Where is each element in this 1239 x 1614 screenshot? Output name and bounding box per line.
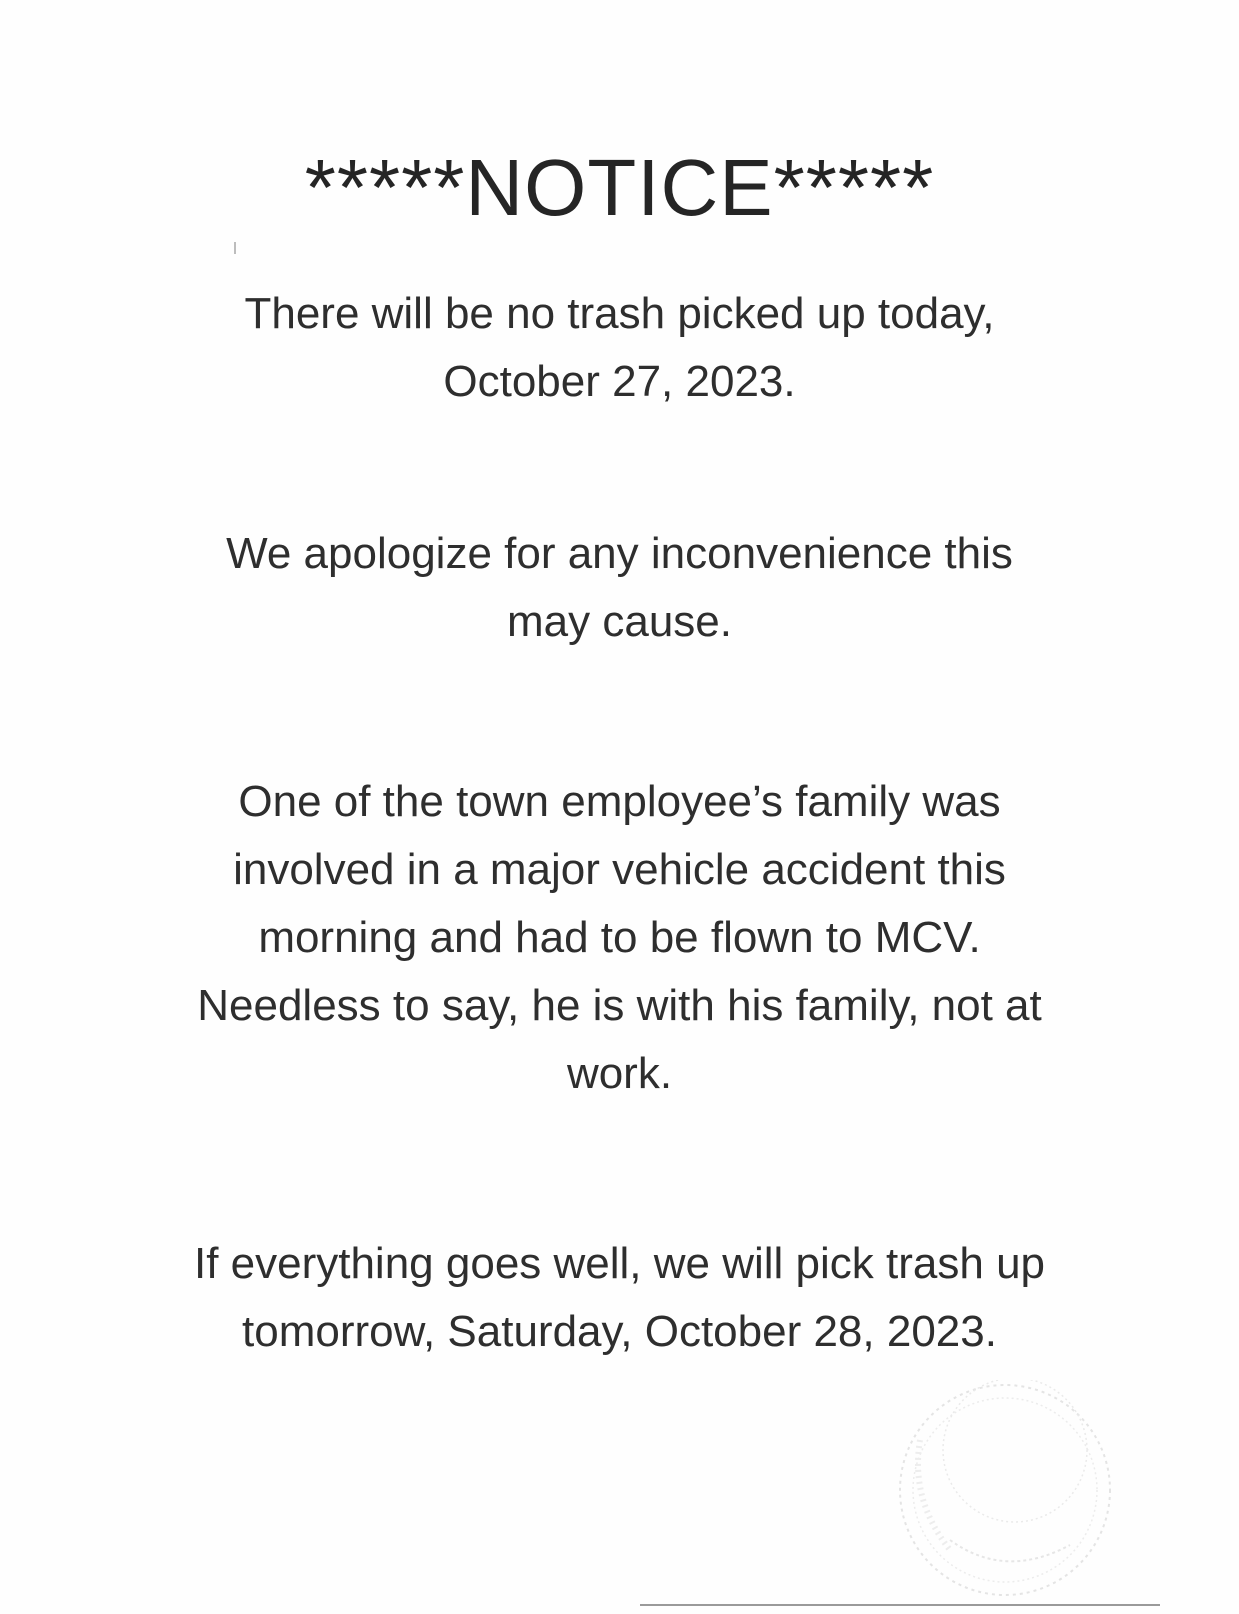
text-line: tomorrow, Saturday, October 28, 2023.	[242, 1307, 997, 1356]
text-line: work.	[566, 1049, 673, 1098]
scan-mark	[234, 242, 236, 254]
paragraph-apology	[120, 520, 1119, 656]
text-line: morning and had to be flown to MCV.	[258, 913, 981, 962]
text-line: If everything goes well, we will pick trash up	[193, 1239, 1046, 1288]
text-line: involved in a major vehicle accident this	[233, 845, 1006, 894]
scan-edge-line	[640, 1604, 1160, 1606]
text-line: We apologize for any inconvenience this	[226, 529, 1013, 578]
paragraph-reason	[120, 768, 1119, 1108]
text-line: One of the town employee’s family was	[238, 777, 1001, 826]
text-line: There will be no trash picked up today,	[244, 289, 995, 338]
text-line: Needless to say, he is with his family, not at	[197, 981, 1042, 1030]
embossed-seal-icon	[880, 1380, 1120, 1600]
notice-heading: *****NOTICE*****	[304, 143, 935, 232]
paragraph-reschedule	[120, 1230, 1119, 1366]
text-line: October 27, 2023.	[443, 357, 796, 406]
text-line: may cause.	[507, 597, 732, 646]
paragraph-no-pickup	[120, 280, 1119, 416]
